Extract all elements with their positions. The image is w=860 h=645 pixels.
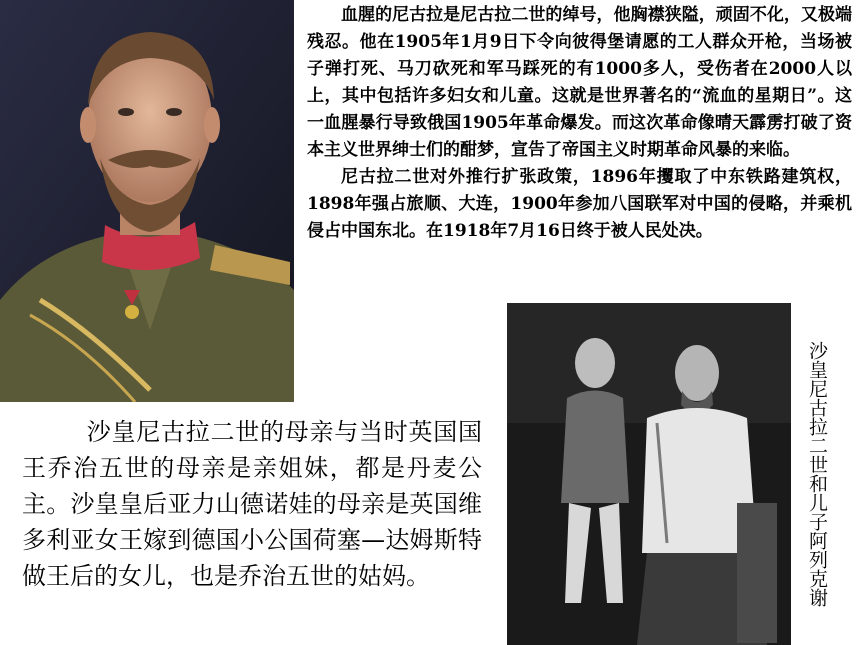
top-paragraph-1: 血腥的尼古拉是尼古拉二世的绰号，他胸襟狭隘，顽固不化，又极端残忍。他在1905年1月9日下令向彼得堡请愿的工人群众开枪，当场被子弹打死、马刀砍死和军马踩死的有1000多人，受伤者在2000人以上，其中包括许多妇女和儿童。这就是世界著名的“流血的星期日”。这一血腥暴行导致俄国1905年革命爆发。而这次革命像晴天霹雳打破了资本主义世界绅士们的酣梦，宣告了帝国主义时期革命风暴的来临。 — [307, 5, 852, 160]
nicholas-ii-portrait — [0, 0, 294, 402]
top-text-block — [307, 2, 852, 245]
nicholas-and-son-photo — [507, 303, 791, 645]
photo-caption: 沙皇尼古拉二世和儿子阿列克谢 — [806, 341, 828, 607]
bottom-text-block: 沙皇尼古拉二世的母亲与当时英国国王乔治五世的母亲是亲姐妹，都是丹麦公主。沙皇皇后亚力山德诺娃的母亲是英国维多利亚女王嫁到德国小公国荷塞—达姆斯特做王后的女儿，也是乔治五世的姑妈。 — [22, 418, 482, 590]
top-paragraph-2: 尼古拉二世对外推行扩张政策，1896年攫取了中东铁路建筑权，1898年强占旅顺、大连，1900年参加八国联军对中国的侵略，并乘机侵占中国东北。在1918年7月16日终于被人民处决。 — [307, 167, 852, 241]
